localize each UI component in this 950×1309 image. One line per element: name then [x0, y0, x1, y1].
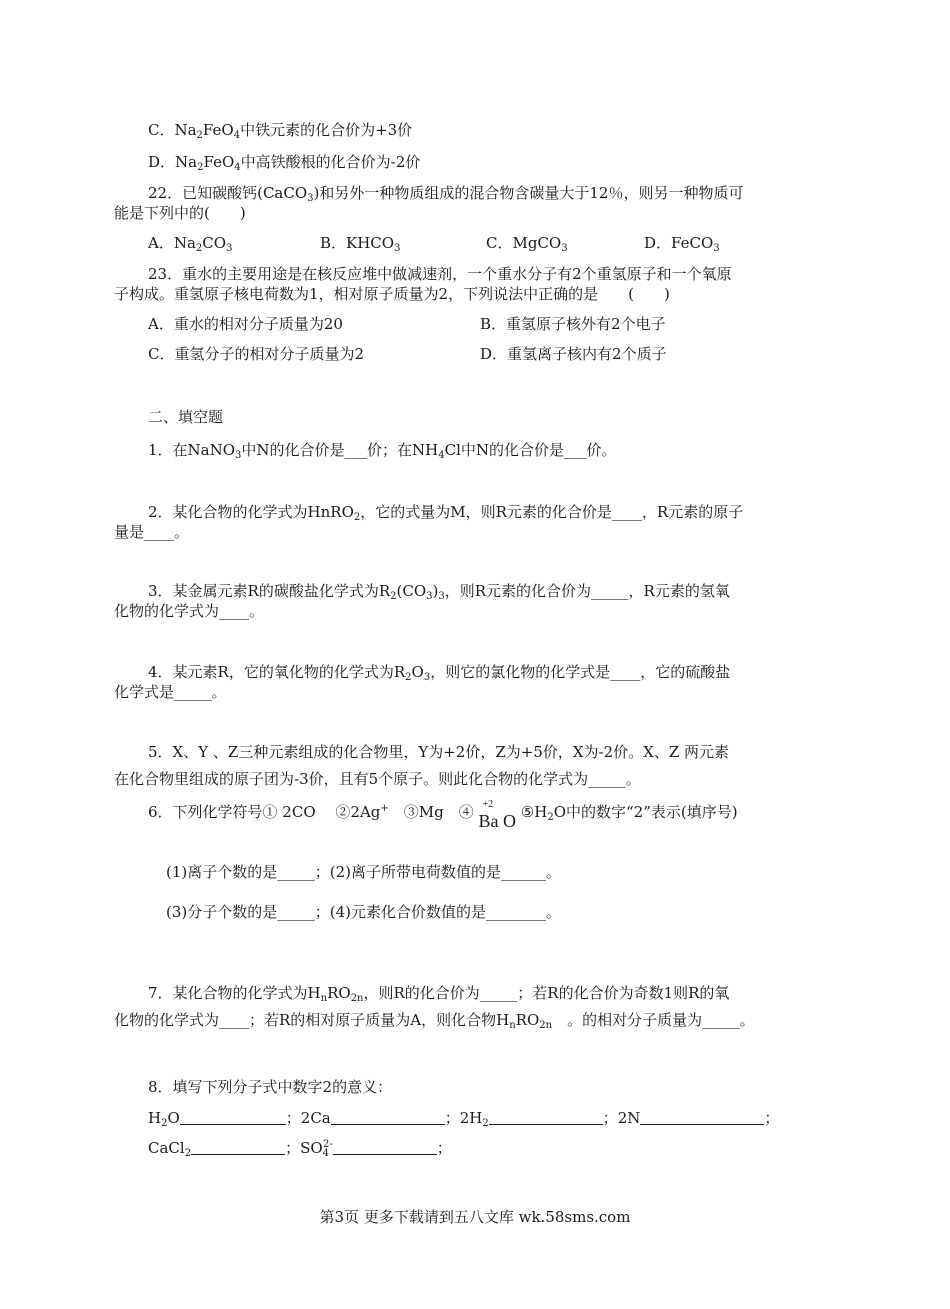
fill-q2-line1: 2．某化合物的化学式为HnRO$_2$，它的式量为M，则R元素的化合价是____，R元素的原子 [148, 503, 744, 523]
section-heading: 二、填空题 [148, 408, 224, 426]
fill-q6-sub2: (3)分子个数的是_____；(4)元素化合价数值的是________。 [166, 903, 561, 921]
blank-cacl2[interactable] [191, 1140, 285, 1155]
q23-option-d: D．重氢离子核内有2个质子 [480, 345, 667, 363]
fill-q5-line1: 5．X、Y 、Z三种元素组成的化合物里，Y为+2价，Z为+5价，X为-2价。X、Z 两元素 [148, 743, 730, 761]
bao-valence-formula: +2 Ba O [478, 799, 517, 831]
q23-stem-line2: 子构成。重氢原子核电荷数为1，相对原子质量为2，下列说法中正确的是 ( ) [114, 285, 670, 303]
fill-q7-line2: 化物的化学式为____；若R的相对原子质量为A，则化合物$H_nRO_{2n}$ 。的相对分子质量为_____。 [114, 1011, 755, 1031]
fill-q8-row1: $H_2O$ ；2Ca ；$2H_2$ ；2N ； [148, 1109, 780, 1129]
q23-option-a: A．重水的相对分子质量为20 [148, 315, 343, 333]
q23-option-c: C．重氢分子的相对分子质量为2 [148, 345, 365, 363]
q22-option-c: C．MgCO$_3$ [486, 234, 568, 254]
fill-q7-line1: 7．某化合物的化学式为$H_nRO_{2n}$，则R的化合价为_____；若R的化合价为奇数1则R的氧 [148, 984, 730, 1004]
q21-option-c: C．$Na_2FeO_4$中铁元素的化合价为+3价 [148, 121, 413, 141]
fill-q3-line1: 3．某金属元素R的碳酸盐化学式为$R_2(CO_3)_3$，则R元素的化合价为_____，R元素的氢氧 [148, 582, 730, 602]
blank-2h2[interactable] [489, 1110, 603, 1125]
q21-option-d: D．$Na_2FeO_4$中高铁酸根的化合价为-2价 [148, 153, 421, 173]
fill-q3-line2: 化物的化学式为____。 [114, 602, 265, 620]
fill-q2-line2: 量是____。 [114, 523, 190, 541]
q22-option-d: D．FeCO$_3$ [644, 234, 720, 254]
blank-2n[interactable] [640, 1110, 764, 1125]
fill-q6-sub1: (1)离子个数的是_____；(2)离子所带电荷数值的是______。 [166, 863, 561, 881]
blank-h2o[interactable] [180, 1110, 286, 1125]
page-footer: 第3页 更多下载请到五八文库 wk.58sms.com [319, 1208, 631, 1226]
fill-q8-row2: CaCl$_2$ ；$SO_4^{2-}$ ； [148, 1139, 452, 1159]
fill-q1: 1．在NaNO$_3$中N的化合价是___价；在$NH_4Cl$中N的化合价是___价。 [148, 441, 617, 461]
fill-q4-line1: 4．某元素R，它的氧化物的化学式为$R_2O_3$，则它的氯化物的化学式是____，它的硫酸盐 [148, 663, 731, 683]
blank-2ca[interactable] [331, 1110, 445, 1125]
fill-q5-line2: 在化合物里组成的原子团为-3价，且有5个原子。则此化合物的化学式为_____。 [114, 770, 641, 788]
q23-option-b: B．重氢原子核外有2个电子 [480, 315, 666, 333]
blank-so4[interactable] [333, 1140, 437, 1155]
q22-option-b: B．$KHCO_3$ [320, 234, 401, 254]
fill-q6-stem: 6．下列化学符号① 2CO ②2Ag+ ③Mg ④ +2 Ba O $⑤H_2O$中的数字“2”表示(填序号) [148, 799, 738, 831]
q23-stem-line1: 23．重水的主要用途是在核反应堆中做减速剂，一个重水分子有2个重氢原子和一个氧原 [148, 265, 732, 283]
fill-q4-line2: 化学式是_____。 [114, 683, 227, 701]
q22-option-a: A．$Na_2CO_3$ [148, 234, 233, 254]
q22-stem-line1: 22．已知碳酸钙(CaCO$_3$)和另外一种物质组成的混合物含碳量大于12％，则另一种物质可 [148, 184, 744, 204]
q22-stem-line2: 能是下列中的( ) [114, 204, 246, 222]
fill-q8-title: 8．填写下列分子式中数字2的意义： [148, 1078, 393, 1096]
